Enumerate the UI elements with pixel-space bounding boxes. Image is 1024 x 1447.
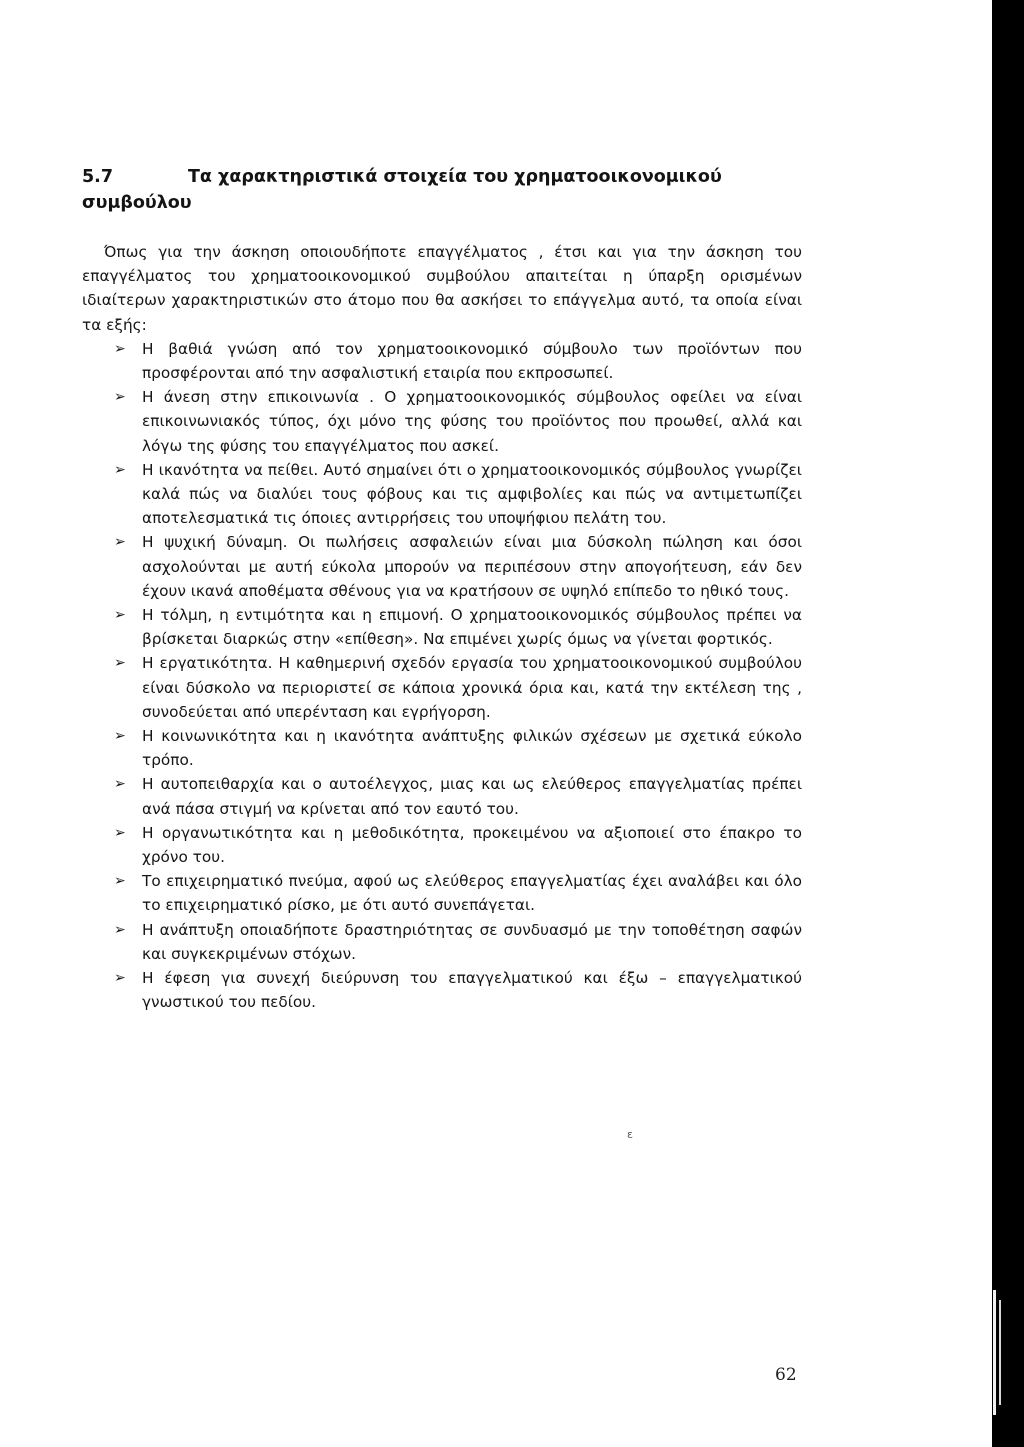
scan-edge-line (999, 1300, 1001, 1405)
arrow-bullet-icon: ➢ (114, 655, 126, 672)
arrow-bullet-icon: ➢ (114, 607, 126, 624)
characteristics-list (82, 337, 802, 1015)
list-item-text: Η άνεση στην επικοινωνία . Ο χρηματοοικονομικός σύμβουλος οφείλει να είναι επικοινωνιακός τύπος, όχι μόνο της φύσης του προϊόντος που προωθεί, αλλά και λόγω της φύσης του επαγγέλματος που ασκεί. (142, 388, 802, 455)
body-text (82, 240, 802, 1015)
list-item-text: Η βαθιά γνώση από τον χρηματοοικονομικό σύμβουλο των προϊόντων που προσφέρονται από την ασφαλιστική εταιρία που εκπροσωπεί. (142, 339, 802, 383)
list-item (82, 651, 802, 724)
list-item (82, 385, 802, 458)
list-item (82, 918, 802, 966)
list-item-text: Η οργανωτικότητα και η μεθοδικότητα, προκειμένου να αξιοποιεί στο έπακρο το χρόνο του. (142, 823, 802, 867)
list-item (82, 821, 802, 869)
list-item (82, 530, 802, 603)
list-item-text: Η αυτοπειθαρχία και ο αυτοέλεγχος, μιας και ως ελεύθερος επαγγελματίας πρέπει ανά πάσα στιγμή να κρίνεται από τον εαυτό του. (142, 775, 802, 818)
section-title: Τα χαρακτηριστικά στοιχεία του χρηματοοικονομικού συμβούλου (82, 167, 722, 213)
arrow-bullet-icon: ➢ (114, 970, 126, 987)
list-item (82, 772, 802, 820)
arrow-bullet-icon: ➢ (114, 776, 126, 793)
intro-paragraph: Όπως για την άσκηση οποιουδήποτε επαγγέλματος , έτσι και για την άσκηση του επαγγέλματος του χρηματοοικονομικού συμβούλου απαιτείται η ύπαρξη ορισμένων ιδιαίτερων χαρακτηριστικών στο άτομο που θα ασκήσει το επάγγελμα αυτό, τα οποία είναι τα εξής: (82, 243, 802, 334)
list-item (82, 603, 802, 651)
arrow-bullet-icon: ➢ (114, 921, 126, 938)
list-item-text: Η ικανότητα να πείθει. Αυτό σημαίνει ότι ο χρηματοοικονομικός σύμβουλος γνωρίζει καλά πώς να διαλύει τους φόβους και τις αμφιβολίες και πώς να αντιμετωπίζει αποτελεσματικά τις όποιες αντιρρήσεις του υποψήφιου πελάτη του. (142, 460, 802, 528)
stray-mark: ε (627, 1128, 633, 1141)
arrow-bullet-icon: ➢ (114, 340, 126, 357)
arrow-bullet-icon: ➢ (114, 728, 126, 745)
section-heading (82, 164, 802, 216)
list-item (82, 337, 802, 385)
list-item (82, 869, 802, 917)
list-item-text: Η ψυχική δύναμη. Οι πωλήσεις ασφαλειών είναι μια δύσκολη πώληση και όσοι ασχολούνται με αυτή εύκολα μπορούν να περιπέσουν στην απογοήτευση, εάν δεν έχουν ικανά αποθέματα σθένους για να κρατήσουν σε υψηλό επίπεδο το ηθικό τους. (142, 533, 802, 600)
list-item (82, 966, 802, 1014)
list-item-text: Η έφεση για συνεχή διεύρυνση του επαγγελματικού και έξω – επαγγελματικού γνωστικού του πεδίου. (142, 969, 802, 1012)
list-item-text: Το επιχειρηματικό πνεύμα, αφού ως ελεύθερος επαγγελματίας έχει αναλάβει και όλο το επιχειρηματικό ρίσκο, με ότι αυτό συνεπάγεται. (142, 872, 802, 915)
arrow-bullet-icon: ➢ (114, 534, 126, 551)
list-item (82, 458, 802, 531)
arrow-bullet-icon: ➢ (114, 389, 126, 406)
arrow-bullet-icon: ➢ (114, 824, 126, 841)
list-item-text: Η κοινωνικότητα και η ικανότητα ανάπτυξης φιλικών σχέσεων με σχετικά εύκολο τρόπο. (142, 727, 802, 770)
section-number: 5.7 (82, 167, 114, 187)
list-item-text: Η εργατικότητα. Η καθημερινή σχεδόν εργασία του χρηματοοικονομικού συμβούλου είναι δύσκολο να περιοριστεί σε κάποια χρονικά όρια και, κατά την εκτέλεση της , συνοδεύεται από υπερένταση και εγρήγορση. (142, 654, 802, 721)
list-item (82, 724, 802, 772)
arrow-bullet-icon: ➢ (114, 873, 126, 890)
arrow-bullet-icon: ➢ (114, 461, 126, 478)
list-item-text: Η τόλμη, η εντιμότητα και η επιμονή. Ο χρηματοοικονομικός σύμβουλος πρέπει να βρίσκεται διαρκώς στην «επίθεση». Να επιμένει χωρίς όμως να γίνεται φορτικός. (142, 606, 802, 649)
page-number: 62 (775, 1365, 797, 1385)
list-item-text: Η ανάπτυξη οποιαδήποτε δραστηριότητας σε συνδυασμό με την τοποθέτηση σαφών και συγκεκριμένων στόχων. (142, 920, 802, 963)
scan-edge-line (993, 1290, 996, 1415)
